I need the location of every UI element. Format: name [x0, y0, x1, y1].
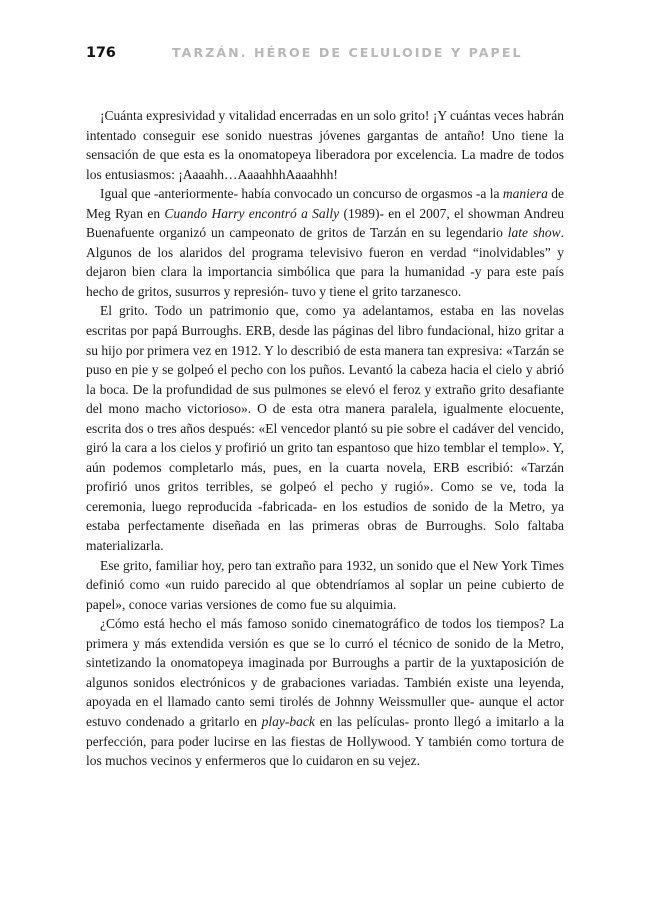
- paragraph: [86, 184, 564, 301]
- text-run: Ese grito, familiar hoy, pero tan extraño para 1932, un sonido que el New York Times definió como «un ruido parecido al que obtendríamos al soplar un peine cubierto de papel», conoce varias versiones de como fue su alquimia.: [86, 557, 564, 612]
- italic-run: maniera: [502, 186, 548, 202]
- text-run: (1989)- en el 2007, el showman Andreu Buenafuente organizó un campeonato de gritos de Tarzán en su legendario: [86, 205, 564, 241]
- body-text-block: [86, 106, 564, 771]
- paragraph: [86, 106, 564, 184]
- text-run: de Meg Ryan en: [86, 186, 564, 221]
- running-head: [86, 45, 564, 67]
- paragraph: [86, 614, 564, 770]
- page-number: 176: [86, 45, 116, 61]
- text-run: en las películas- pronto llegó a imitarlo a la perfección, para poder lucirse en las fiestas de Hollywood. Y también como tortura de los muchos vecinos y enfermeros que lo cuidaron en su vejez.: [86, 713, 564, 769]
- italic-run: Cuando Harry encontró a Sally: [164, 205, 340, 221]
- paragraph: [86, 301, 564, 555]
- italic-run: late show: [507, 225, 561, 241]
- text-run: ¡Cuánta expresividad y vitalidad encerradas en un solo grito! ¡Y cuántas veces habrán intentado conseguir ese sonido nuestras jóvenes gargantas de antaño! Uno tiene la sensación de que esta es la onomatopeya liberadora por excelencia. La madre de todos los entusiasmos: ¡Aaaahh…AaaahhhAaaahhh!: [86, 108, 564, 182]
- text-run: ¿Cómo está hecho el más famoso sonido cinematográfico de todos los tiempos? La primera y más extendida versión es que se lo curró el técnico de sonido de la Metro, sintetizando la onomatopeya imaginada por Burroughs a partir de la yuxtaposición de algunos sonidos electrónicos y de grabaciones variadas. También existe una leyenda, apoyada en el llamado canto semi tirolés de Johnny Weissmuller que- aunque el actor estuvo condenado a gritarlo en: [86, 616, 564, 729]
- paragraph: [86, 556, 564, 615]
- text-run: El grito. Todo un patrimonio que, como ya adelantamos, estaba en las novelas escritas por papá Burroughs. ERB, desde las páginas del libro fundacional, hizo gritar a su hijo por primera vez en 1912. Y lo describió de esta manera tan expresiva: «Tarzán se puso en pie y se golpeó el pecho con los puños. Levantó la cabeza hacia el cielo y abrió la boca. De la profundidad de sus pulmones se elevó el feroz y extraño grito desafiante del mono macho victorioso». O de esta otra manera paralela, igualmente elocuente, escrita dos o tres años después: «El vencedor plantó su pie sobre el cadáver del vencido, giró la cara a los cielos y profirió un grito tan espantoso que hizo temblar el templo». Y, aún podemos completarlo más, pues, en la cuarta novela, ERB escribió: «Tarzán profirió unos gritos terribles, se golpeó el pecho y rugió». Como se ve, toda la ceremonia, luego reproducida -fabricada- en los estudios de sonido de la Metro, ya estaba perfectamente diseñada en las primeras obras de Burroughs. Solo faltaba materializarla.: [86, 303, 564, 554]
- text-run: Igual que -anteriormente- había convocado un concurso de orgasmos -a la: [100, 186, 503, 202]
- italic-run: play-back: [261, 713, 315, 729]
- text-run: . Algunos de los alaridos del programa televisivo fueron en verdad “inolvidables” y dejaron bien clara la importancia simbólica que para la humanidad -y para este país hecho de gritos, susurros y represión- tuvo y tiene el grito tarzanesco.: [86, 225, 564, 299]
- running-head-title: TARZÁN. HÉROE DE CELULOIDE Y PAPEL: [172, 45, 523, 60]
